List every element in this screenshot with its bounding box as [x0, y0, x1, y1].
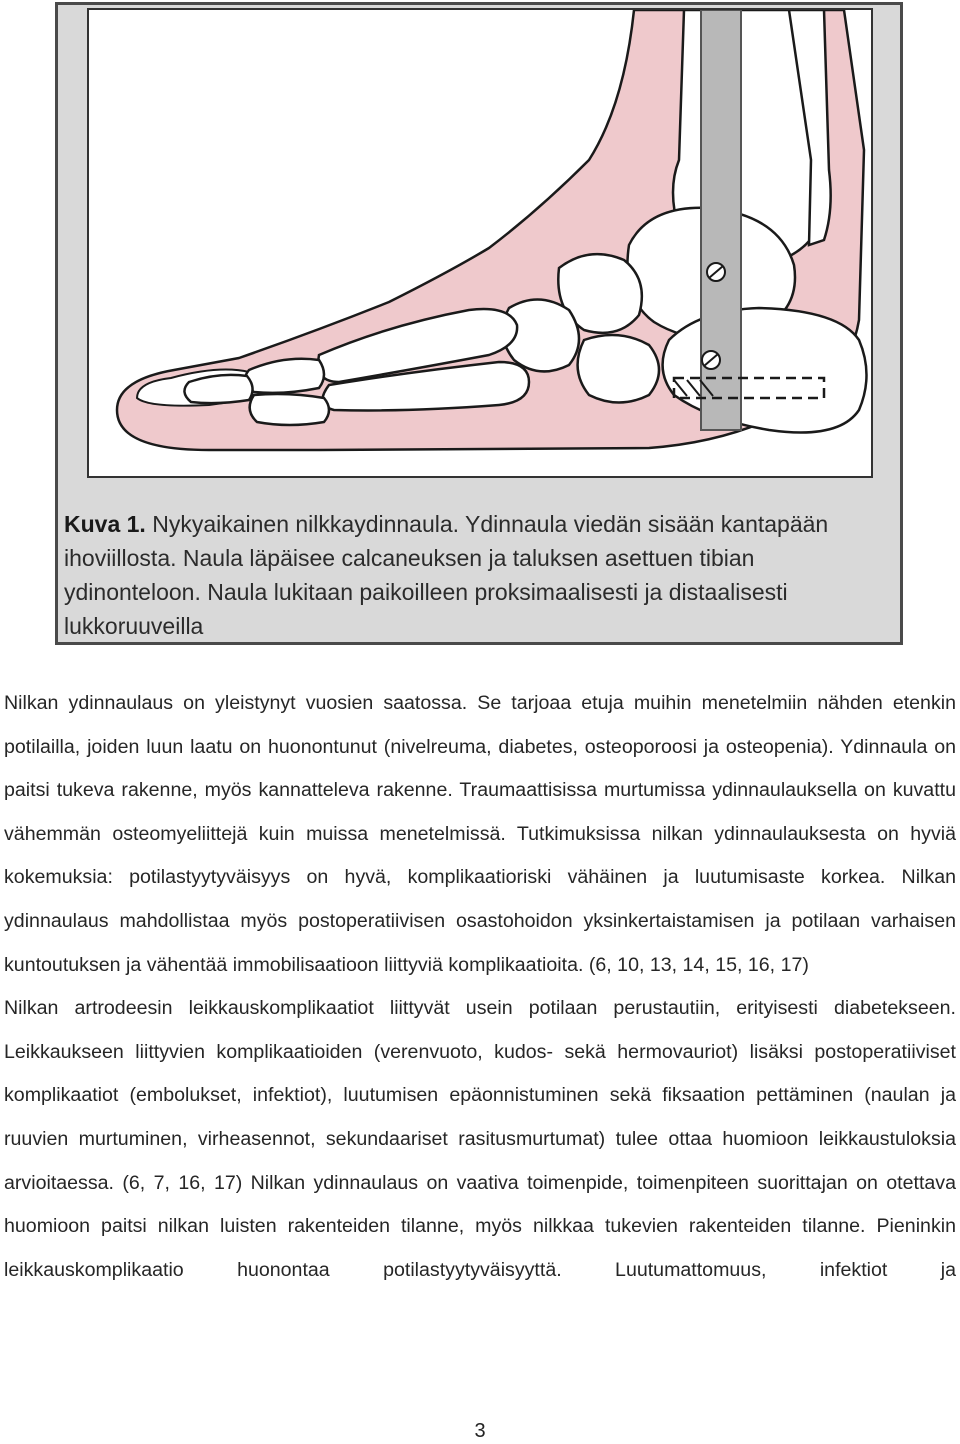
- foot-nail-diagram: [89, 10, 871, 476]
- paragraph: Nilkan ydinnaulaus on yleistynyt vuosien saatossa. Se tarjoaa etuja muihin menetelmiin nähden etenkin potilailla, joiden luun laatu on huonontunut (nivelreuma, diabetes, osteoporoosi ja osteopenia). Ydinnaula on paitsi tukeva rakenne, myös kannatteleva rakenne. Traumaattisissa murtumissa ydinnaulauksella on kuvattu vähemmän osteomyeliittejä kuin muissa menetelmissä. Tutkimuksissa nilkan ydinnaulauksesta on hyviä kokemuksia: potilastyytyväisyys on hyvä, komplikaatioriski vähäinen ja luutumisaste korkea. Nilkan ydinnaulaus mahdollistaa myös postoperatiivisen osastohoidon yksinkertaistamisen ja potilaan varhaisen kuntoutuksen ja vähentää immobilisaatioon liittyviä komplikaatioita. (6, 10, 13, 14, 15, 16, 17): [4, 692, 956, 976]
- body-text: [4, 682, 956, 1292]
- caption-label: Kuva 1.: [64, 511, 146, 537]
- figure-box: [55, 2, 903, 645]
- page-number: 3: [474, 1420, 486, 1442]
- caption-text: Nykyaikainen nilkkaydinnaula. Ydinnaula viedän sisään kantapään ihoviillosta. Naula läpäisee calcaneuksen ja taluksen asettuen tibian ydinonteloon. Naula lukitaan paikoilleen proksimaalisesti ja distaalisesti lukkoruuveilla: [64, 511, 829, 639]
- figure-caption: [64, 507, 894, 643]
- paragraph: Nilkan artrodeesin leikkauskomplikaatiot liittyvät usein potilaan perustautiin, erityisesti diabetekseen. Leikkaukseen liittyvien komplikaatioiden (verenvuoto, kudos- sekä hermovauriot) lisäksi postoperatiiviset komplikaatiot (embolukset, infektiot), luutumisen epäonnistuminen sekä fiksaation pettäminen (naulan ja ruuvien murtuminen, virheasennot, sekundaariset rasitusmurtumat) tulee ottaa huomioon leikkaustuloksia arvioitaessa. (6, 7, 16, 17) Nilkan ydinnaulaus on vaativa toimenpide, toimenpiteen suorittajan on otettava huomioon paitsi nilkan luisten rakenteiden tilanne, myös nilkkaa tukevien rakenteiden tilanne. Pieninkin leikkauskomplikaatio huonontaa potilastyytyväisyyttä. Luutumattomuus, infektiot ja: [4, 997, 956, 1281]
- foot-illustration: [87, 8, 873, 478]
